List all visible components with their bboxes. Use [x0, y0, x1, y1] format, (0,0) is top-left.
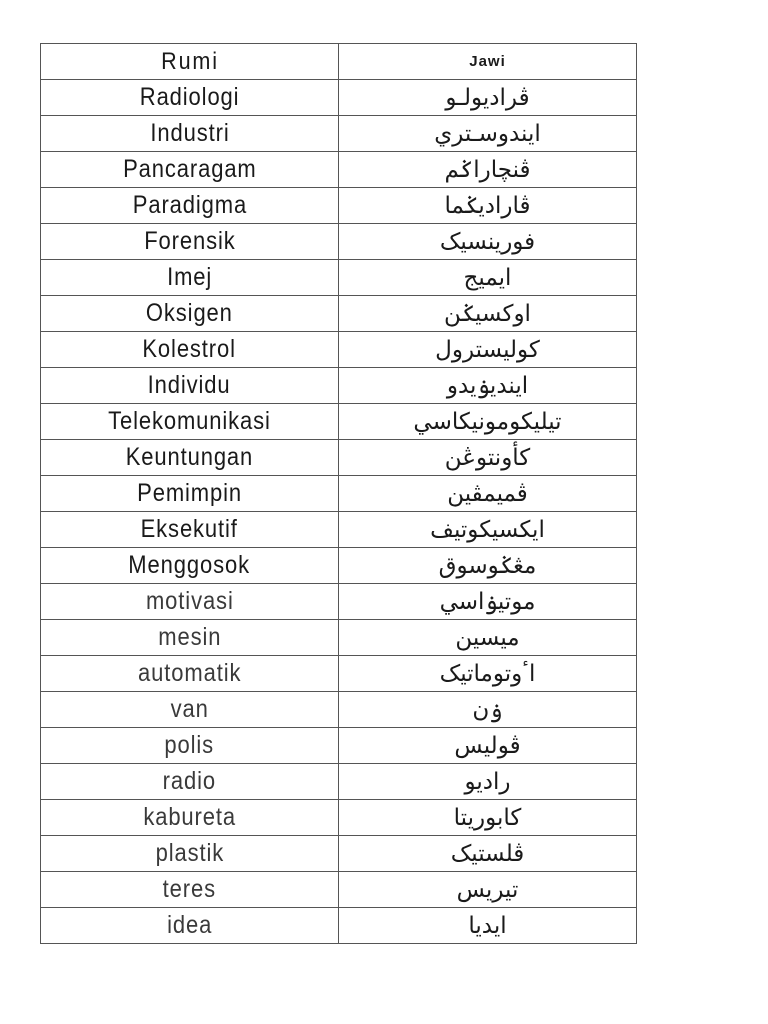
table-row	[41, 296, 637, 332]
jawi-cell	[339, 764, 637, 800]
table-row	[41, 800, 637, 836]
jawi-word: ڤنچاراݢم	[444, 156, 531, 183]
rumi-word: van	[170, 695, 209, 723]
rumi-cell	[41, 476, 339, 512]
jawi-cell	[339, 836, 637, 872]
jawi-cell	[339, 800, 637, 836]
table-row	[41, 188, 637, 224]
table-row	[41, 80, 637, 116]
jawi-cell	[339, 620, 637, 656]
table-row	[41, 404, 637, 440]
rumi-cell	[41, 692, 339, 728]
jawi-word: تيريس	[456, 876, 519, 903]
jawi-word: تيليکومونيکاسي	[413, 408, 562, 435]
rumi-word: motivasi	[145, 587, 234, 615]
jawi-cell	[339, 404, 637, 440]
jawi-word: ڤراديولـو	[445, 84, 530, 111]
table-row	[41, 764, 637, 800]
table-row	[41, 512, 637, 548]
rumi-cell	[41, 260, 339, 296]
table-row	[41, 116, 637, 152]
table-row	[41, 584, 637, 620]
table-row	[41, 476, 637, 512]
jawi-cell	[339, 584, 637, 620]
rumi-cell	[41, 836, 339, 872]
jawi-word: ايديا	[468, 912, 507, 939]
rumi-cell	[41, 80, 339, 116]
rumi-cell	[41, 620, 339, 656]
table-row	[41, 224, 637, 260]
jawi-cell	[339, 368, 637, 404]
rumi-word: Imej	[166, 263, 213, 291]
table-header-row	[41, 44, 637, 80]
jawi-word: ايندوسـتري	[434, 120, 541, 147]
rumi-word: Oksigen	[146, 299, 233, 327]
rumi-column-header: Rumi	[55, 44, 323, 80]
rumi-word: Pancaragam	[122, 155, 257, 183]
rumi-cell	[41, 152, 339, 188]
rumi-cell	[41, 872, 339, 908]
jawi-word: ڤوليس	[454, 732, 521, 759]
table-row	[41, 872, 637, 908]
jawi-cell	[339, 152, 637, 188]
rumi-word: Pemimpin	[137, 479, 242, 507]
jawi-word: ڤميمڤين	[447, 480, 528, 507]
table-row	[41, 620, 637, 656]
table-row	[41, 332, 637, 368]
rumi-cell	[41, 764, 339, 800]
jawi-word: ڤاراديݢما	[444, 192, 531, 219]
jawi-cell	[339, 728, 637, 764]
rumi-word: Individu	[148, 371, 231, 399]
table-row	[41, 908, 637, 944]
jawi-column-header: Jawi	[339, 44, 637, 80]
jawi-word: راديو	[464, 768, 511, 795]
jawi-word: ايميج	[463, 264, 512, 291]
jawi-cell	[339, 332, 637, 368]
rumi-word: automatik	[137, 659, 242, 687]
rumi-word: Telekomunikasi	[108, 407, 271, 435]
rumi-word: plastik	[155, 839, 224, 867]
jawi-cell	[339, 692, 637, 728]
rumi-cell	[41, 368, 339, 404]
table-row	[41, 368, 637, 404]
jawi-word: ايکسيکوتيف	[430, 516, 545, 543]
rumi-word: Keuntungan	[125, 443, 254, 471]
rumi-jawi-table	[40, 43, 637, 944]
table-row	[41, 260, 637, 296]
table-row	[41, 656, 637, 692]
rumi-cell	[41, 656, 339, 692]
rumi-word: Industri	[149, 119, 230, 147]
jawi-word: ڤلستيک	[450, 840, 525, 867]
rumi-word: Menggosok	[128, 551, 251, 579]
rumi-cell	[41, 188, 339, 224]
rumi-cell	[41, 404, 339, 440]
jawi-word: موتيۏاسي	[439, 588, 536, 615]
rumi-cell	[41, 584, 339, 620]
rumi-cell	[41, 512, 339, 548]
jawi-cell	[339, 908, 637, 944]
rumi-word: teres	[162, 875, 217, 903]
jawi-word: فورينسيک	[439, 228, 536, 255]
rumi-cell	[41, 548, 339, 584]
table-row	[41, 728, 637, 764]
jawi-cell	[339, 476, 637, 512]
jawi-cell	[339, 296, 637, 332]
jawi-word: کوليسترول	[435, 336, 540, 363]
jawi-cell	[339, 548, 637, 584]
rumi-cell	[41, 332, 339, 368]
rumi-word: Paradigma	[132, 191, 247, 219]
jawi-word: مڠݢوسوق	[438, 552, 537, 579]
jawi-word: ميسين	[455, 624, 520, 651]
rumi-cell	[41, 440, 339, 476]
rumi-word: Forensik	[143, 227, 236, 255]
jawi-cell	[339, 872, 637, 908]
table-row	[41, 692, 637, 728]
jawi-cell	[339, 116, 637, 152]
jawi-cell	[339, 512, 637, 548]
rumi-cell	[41, 908, 339, 944]
table-row	[41, 152, 637, 188]
table-row	[41, 836, 637, 872]
jawi-cell	[339, 440, 637, 476]
rumi-cell	[41, 224, 339, 260]
jawi-cell	[339, 224, 637, 260]
rumi-word: kabureta	[143, 803, 236, 831]
rumi-word: Eksekutif	[140, 515, 239, 543]
jawi-cell	[339, 656, 637, 692]
table-row	[41, 548, 637, 584]
jawi-word: کأونتوڠن	[444, 444, 531, 471]
jawi-word: اٴوتوماتيک	[439, 660, 536, 687]
jawi-word: ۏن	[472, 696, 503, 723]
rumi-word: radio	[162, 767, 217, 795]
rumi-word: polis	[164, 731, 215, 759]
table-body	[41, 80, 637, 944]
rumi-word: Kolestrol	[142, 335, 237, 363]
rumi-cell	[41, 296, 339, 332]
rumi-cell	[41, 728, 339, 764]
table-row	[41, 440, 637, 476]
rumi-cell	[41, 800, 339, 836]
rumi-word: Radiologi	[139, 83, 240, 111]
rumi-word: idea	[166, 911, 213, 939]
jawi-cell	[339, 80, 637, 116]
jawi-word: کابوريتا	[453, 804, 522, 831]
rumi-word: mesin	[157, 623, 222, 651]
jawi-cell	[339, 188, 637, 224]
jawi-word: اينديۏيدو	[446, 372, 529, 399]
jawi-word: اوکسيݢن	[444, 300, 531, 327]
rumi-cell	[41, 116, 339, 152]
jawi-cell	[339, 260, 637, 296]
